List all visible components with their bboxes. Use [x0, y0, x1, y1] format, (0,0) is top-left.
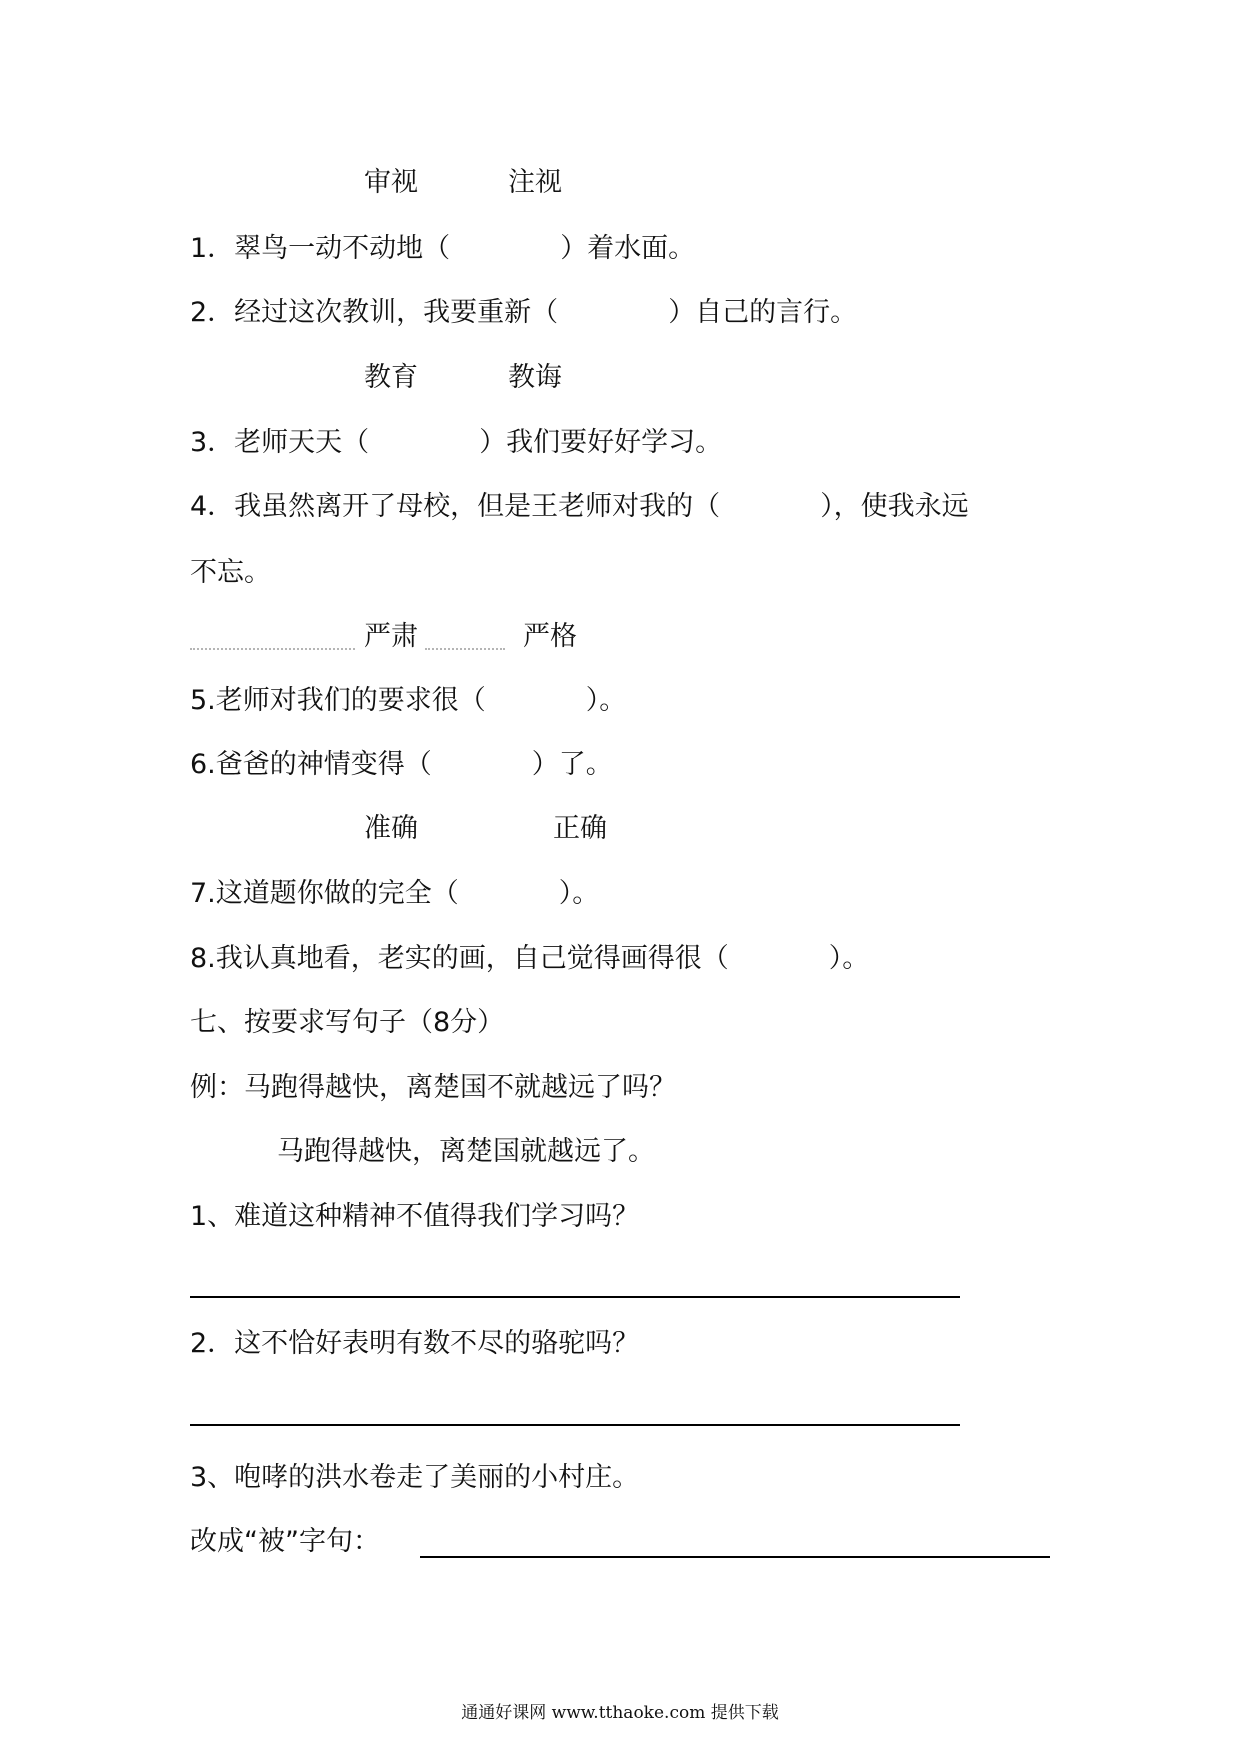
question-4-continued: 不忘。 [190, 557, 271, 588]
answer-line[interactable] [190, 1296, 960, 1298]
sentence-3: 3、咆哮的洪水卷走了美丽的小村庄。 [190, 1462, 640, 1493]
example-answer: 马跑得越快，离楚国就越远了。 [277, 1136, 655, 1167]
example-question: 例：马跑得越快，离楚国不就越远了吗？ [190, 1072, 676, 1103]
word-option: 严肃 [364, 621, 418, 652]
section-title: 七、按要求写句子（8分） [190, 1007, 505, 1038]
word-option: 教诲 [508, 362, 562, 393]
question-1: 1．翠鸟一动不动地（ ）着水面。 [190, 233, 696, 264]
question-5: 5.老师对我们的要求很（ ）。 [190, 685, 627, 716]
sentence-1: 1、难道这种精神不值得我们学习吗？ [190, 1201, 640, 1232]
question-4: 4．我虽然离开了母校，但是王老师对我的（ ），使我永远 [190, 491, 969, 522]
dot-leader [425, 648, 505, 650]
answer-line[interactable] [190, 1424, 960, 1426]
word-option: 审视 [364, 167, 418, 198]
word-option: 严格 [523, 621, 577, 652]
rewrite-prompt: 改成“被”字句： [190, 1526, 380, 1557]
word-option: 正确 [553, 813, 607, 844]
question-6: 6.爸爸的神情变得（ ）了。 [190, 749, 613, 780]
word-option: 注视 [508, 167, 562, 198]
question-8: 8.我认真地看，老实的画，自己觉得画得很（ ）。 [190, 943, 870, 974]
question-3: 3．老师天天（ ）我们要好好学习。 [190, 427, 723, 458]
question-7: 7.这道题你做的完全（ ）。 [190, 878, 600, 909]
dot-leader [190, 648, 355, 650]
question-2: 2．经过这次教训，我要重新（ ）自己的言行。 [190, 297, 858, 328]
footer-source: 通通好课网 www.tthaoke.com 提供下载 [461, 1703, 779, 1723]
word-option: 准确 [364, 813, 418, 844]
answer-line[interactable] [420, 1556, 1050, 1558]
sentence-2: 2．这不恰好表明有数不尽的骆驼吗？ [190, 1328, 640, 1359]
word-option: 教育 [364, 362, 418, 393]
